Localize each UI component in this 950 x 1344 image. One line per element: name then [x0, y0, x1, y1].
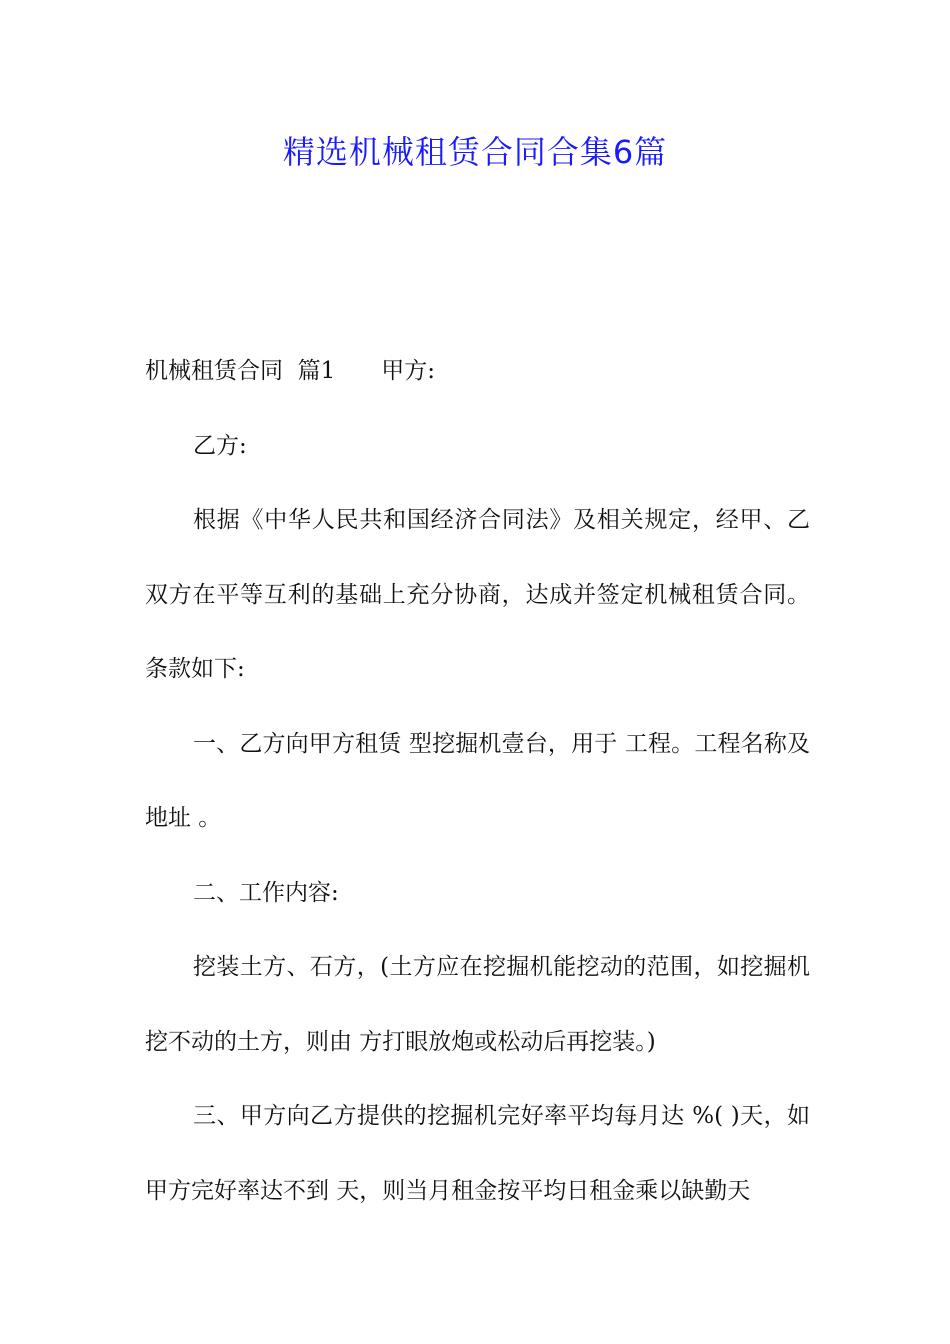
paragraph: 二、工作内容:: [193, 879, 339, 906]
paragraph: 挖装土方、石方，(土方应在挖掘机能挖动的范围，如挖掘机挖不动的土方，则由 方打眼放炮或松动后再挖装。): [145, 954, 810, 1055]
party-a-label: 甲方:: [381, 358, 436, 384]
section-heading: [145, 334, 810, 409]
paragraph: 三、甲方向乙方提供的挖掘机完好率平均每月达 %( )天，如甲方完好率达不到 天，则当月租金按平均日租金乘以缺勤天: [145, 1103, 810, 1204]
paragraph: 根据《中华人民共和国经济合同法》及相关规定，经甲、乙双方在平等互利的基础上充分协商，达成并签定机械租赁合同。条款如下:: [145, 507, 810, 682]
paragraph: 乙方:: [193, 432, 247, 459]
paragraph: 一、乙方向甲方租赁 型挖掘机壹台，用于 工程。工程名称及地址 。: [145, 730, 810, 831]
part-label: 篇1: [297, 358, 336, 384]
document-title: 精选机械租赁合同合集6篇: [282, 133, 668, 171]
document-body: [145, 334, 810, 1228]
contract-name: 机械租赁合同: [145, 358, 283, 384]
